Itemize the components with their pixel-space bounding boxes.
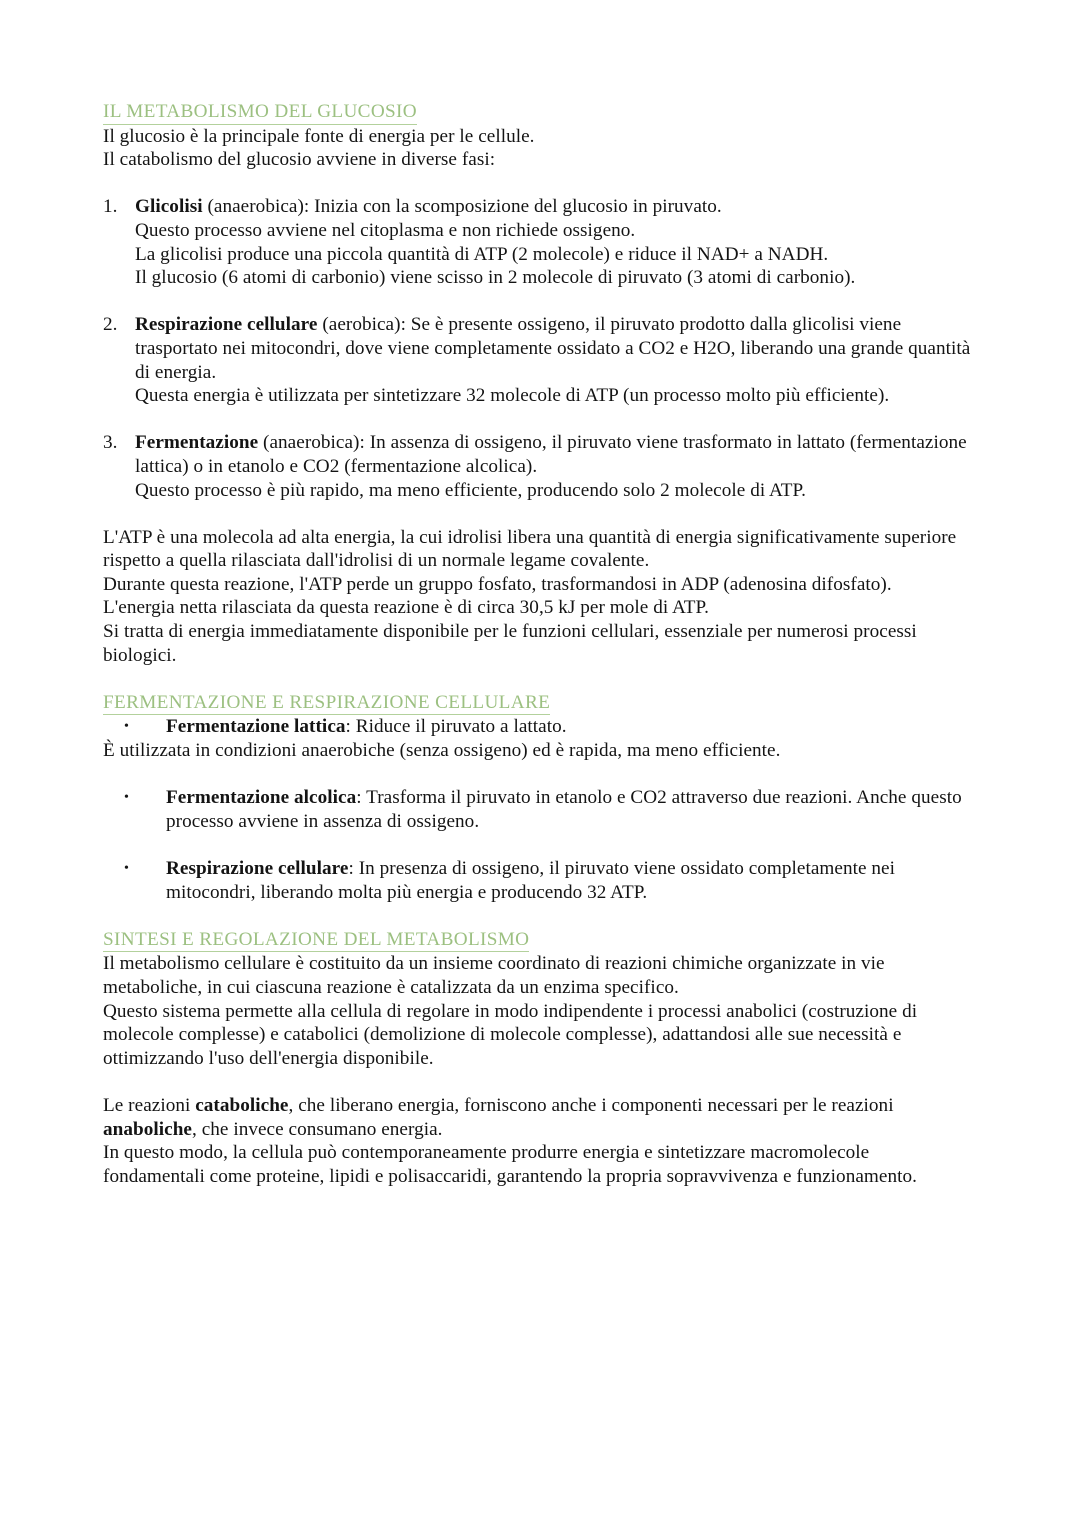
fermentation-bullet-list-2 (103, 786, 975, 833)
list-item-text: : Riduce il piruvato a lattato. (345, 716, 567, 738)
section-heading-sintesi-regolazione: SINTESI E REGOLAZIONE DEL METABOLISMO (103, 928, 529, 953)
list-item-subline: Questo processo avviene nel citoplasma e non richiede ossigeno. (135, 219, 636, 241)
spacer (103, 1070, 975, 1094)
bold-cataboliche: cataboliche (195, 1094, 289, 1116)
lead-text-a: Le reazioni (103, 1094, 196, 1116)
catabolic-anabolic-paragraph (103, 1094, 975, 1141)
section-heading-metabolismo-glucosio: IL METABOLISMO DEL GLUCOSIO (103, 100, 417, 125)
document-body (103, 100, 975, 1188)
spacer (103, 172, 975, 196)
list-item-text: (aerobica): Se è presente ossigeno, il piruvato prodotto dalla glicolisi viene trasportato nei mitocondri, dove viene completamente ossidato a CO2 e H2O, liberando una grande quantità di energia. (135, 314, 971, 383)
list-item (103, 195, 975, 289)
list-item (103, 313, 975, 407)
list-item-text: (anaerobica): Inizia con la scomposizione del glucosio in piruvato. (202, 196, 722, 218)
list-item (103, 857, 975, 904)
list-item-text: (anaerobica): In assenza di ossigeno, il piruvato viene trasformato in lattato (fermentazione lattica) o in etanolo e CO2 (fermentazione alcolica). (135, 432, 967, 477)
section-1-intro-line-2: Il catabolismo del glucosio avviene in diverse fasi: (103, 149, 496, 171)
spacer (103, 667, 975, 691)
atp-paragraph-1: L'ATP è una molecola ad alta energia, la cui idrolisi libera una quantità di energia significativamente superiore rispetto a quella rilasciata dall'idrolisi di un normale legame covalente. (103, 526, 957, 572)
list-item-term: Respirazione cellulare (166, 858, 349, 879)
list-item-subline: Questo processo è più rapido, ma meno efficiente, producendo solo 2 molecole di ATP. (135, 479, 806, 501)
fermentazione-lattica-note: È utilizzata in condizioni anaerobiche (senza ossigeno) ed è rapida, ma meno efficiente. (103, 740, 781, 762)
list-item-subline: La glicolisi produce una piccola quantità di ATP (2 molecole) e riduce il NAD+ a NADH. (135, 243, 829, 265)
list-item-text: : Trasforma il piruvato in etanolo e CO2 attraverso due reazioni. Anche questo processo avviene in assenza di ossigeno. (166, 787, 962, 832)
list-item-term: Glicolisi (135, 196, 203, 218)
bullet-icon: • (124, 861, 129, 876)
list-item (103, 715, 975, 739)
atp-paragraph-3: L'energia netta rilasciata da questa reazione è di circa 30,5 kJ per mole di ATP. (103, 597, 709, 619)
atp-paragraph-2: Durante questa reazione, l'ATP perde un gruppo fosfato, trasformandosi in ADP (adenosina difosfato). (103, 573, 892, 595)
sintesi-paragraph-1: Il metabolismo cellulare è costituito da un insieme coordinato di reazioni chimiche organizzate in vie metaboliche, in cui ciascuna reazione è catalizzata da un enzima specifico. (103, 953, 885, 998)
spacer (103, 904, 975, 928)
mid-text-a: , che liberano energia, forniscono anche i componenti necessari per le reazioni (288, 1094, 894, 1116)
bold-anaboliche: anaboliche (103, 1118, 192, 1140)
list-item-term: Fermentazione alcolica (166, 787, 357, 809)
list-marker: 1. (103, 196, 118, 218)
list-item-term: Fermentazione lattica (166, 716, 346, 738)
spacer (103, 833, 975, 857)
sintesi-paragraph-2: Questo sistema permette alla cellula di regolare in modo indipendente i processi anabolici (costruzione di molecole complesse) e catabolici (demolizione di molecole complesse), adattandosi alle sue necessità e ottimizzando l'uso dell'energia disponibile. (103, 1000, 918, 1069)
final-paragraph: In questo modo, la cellula può contemporaneamente produrre energia e sintetizzare macromolecole fondamentali come proteine, lipidi e polisaccaridi, garantendo la propria sopravvivenza e funzionamento. (103, 1142, 917, 1187)
section-heading-fermentazione-respirazione: FERMENTAZIONE E RESPIRAZIONE CELLULARE (103, 691, 550, 716)
spacer (103, 502, 975, 526)
list-item-term: Fermentazione (135, 432, 259, 454)
section-1-intro-line-1: Il glucosio è la principale fonte di energia per le cellule. (103, 125, 535, 147)
list-item-text: : In presenza di ossigeno, il piruvato viene ossidato completamente nei mitocondri, liberando molta più energia e producendo 32 ATP. (166, 858, 895, 903)
list-item-term: Respirazione cellulare (135, 314, 318, 336)
section-3-heading-row (103, 928, 975, 953)
list-marker: 2. (103, 314, 118, 336)
bullet-icon: • (124, 719, 129, 735)
spacer (103, 763, 975, 787)
metabolism-phases-list (103, 195, 975, 502)
fermentation-bullet-list (103, 715, 975, 739)
fermentation-bullet-list-3 (103, 857, 975, 904)
list-marker: 3. (103, 432, 118, 454)
list-item-subline: Il glucosio (6 atomi di carbonio) viene scisso in 2 molecole di piruvato (3 atomi di carbonio). (135, 267, 856, 289)
bullet-icon: • (124, 790, 129, 806)
tail-text-a: , che invece consumano energia. (192, 1118, 443, 1140)
atp-paragraph-4: Si tratta di energia immediatamente disponibile per le funzioni cellulari, essenziale per numerosi processi biologici. (103, 621, 917, 666)
list-item (103, 786, 975, 833)
list-item (103, 431, 975, 502)
section-1-heading-row (103, 100, 975, 125)
section-2-heading-row (103, 691, 975, 716)
list-item-subline: Questa energia è utilizzata per sintetizzare 32 molecole di ATP (un processo molto più efficiente). (135, 385, 890, 407)
